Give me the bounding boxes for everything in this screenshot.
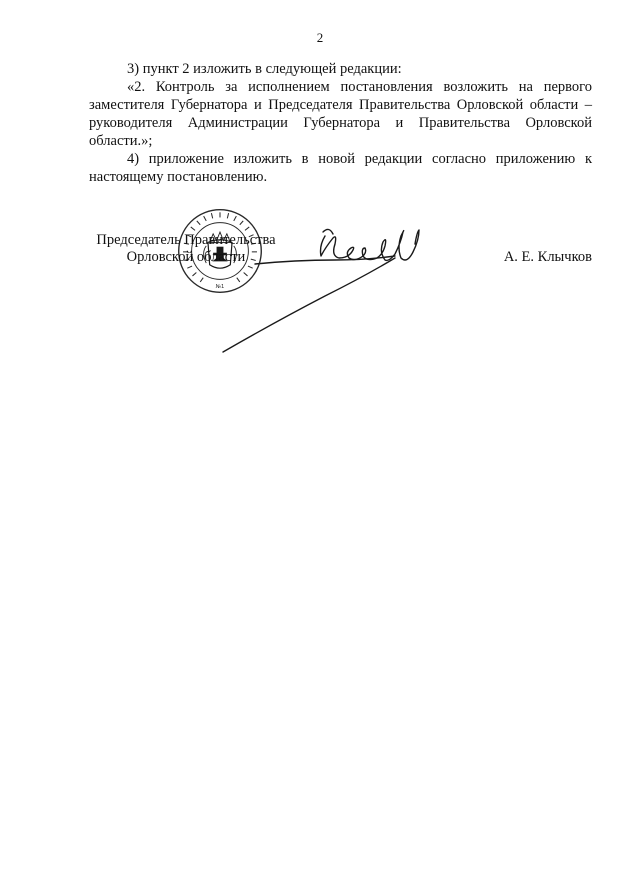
page-number: 2 (316, 30, 324, 45)
document-body (89, 60, 592, 186)
svg-text:№1: №1 (215, 283, 225, 290)
paragraph-item-3: 3) пункт 2 изложить в следующей редакции: (127, 61, 402, 77)
signer-title-line2: Орловской области (126, 249, 246, 265)
paragraph-item-4: 4) приложение изложить в новой редакции согласно приложению к настоящему постановлению. (89, 151, 592, 185)
signer-name: А. Е. Клычков (503, 249, 592, 265)
handwritten-signature-icon (215, 218, 440, 353)
paragraph-quoted-point-2: «2. Контроль за исполнением постановления возложить на первого заместителя Губернатора и Председателя Правительства Орловской области – руководителя Администрации Губернатора и Правительства Орловской области.»; (89, 79, 592, 149)
signature-block (0, 200, 640, 370)
signer-title-line1: Председатель Правительства (96, 232, 276, 248)
